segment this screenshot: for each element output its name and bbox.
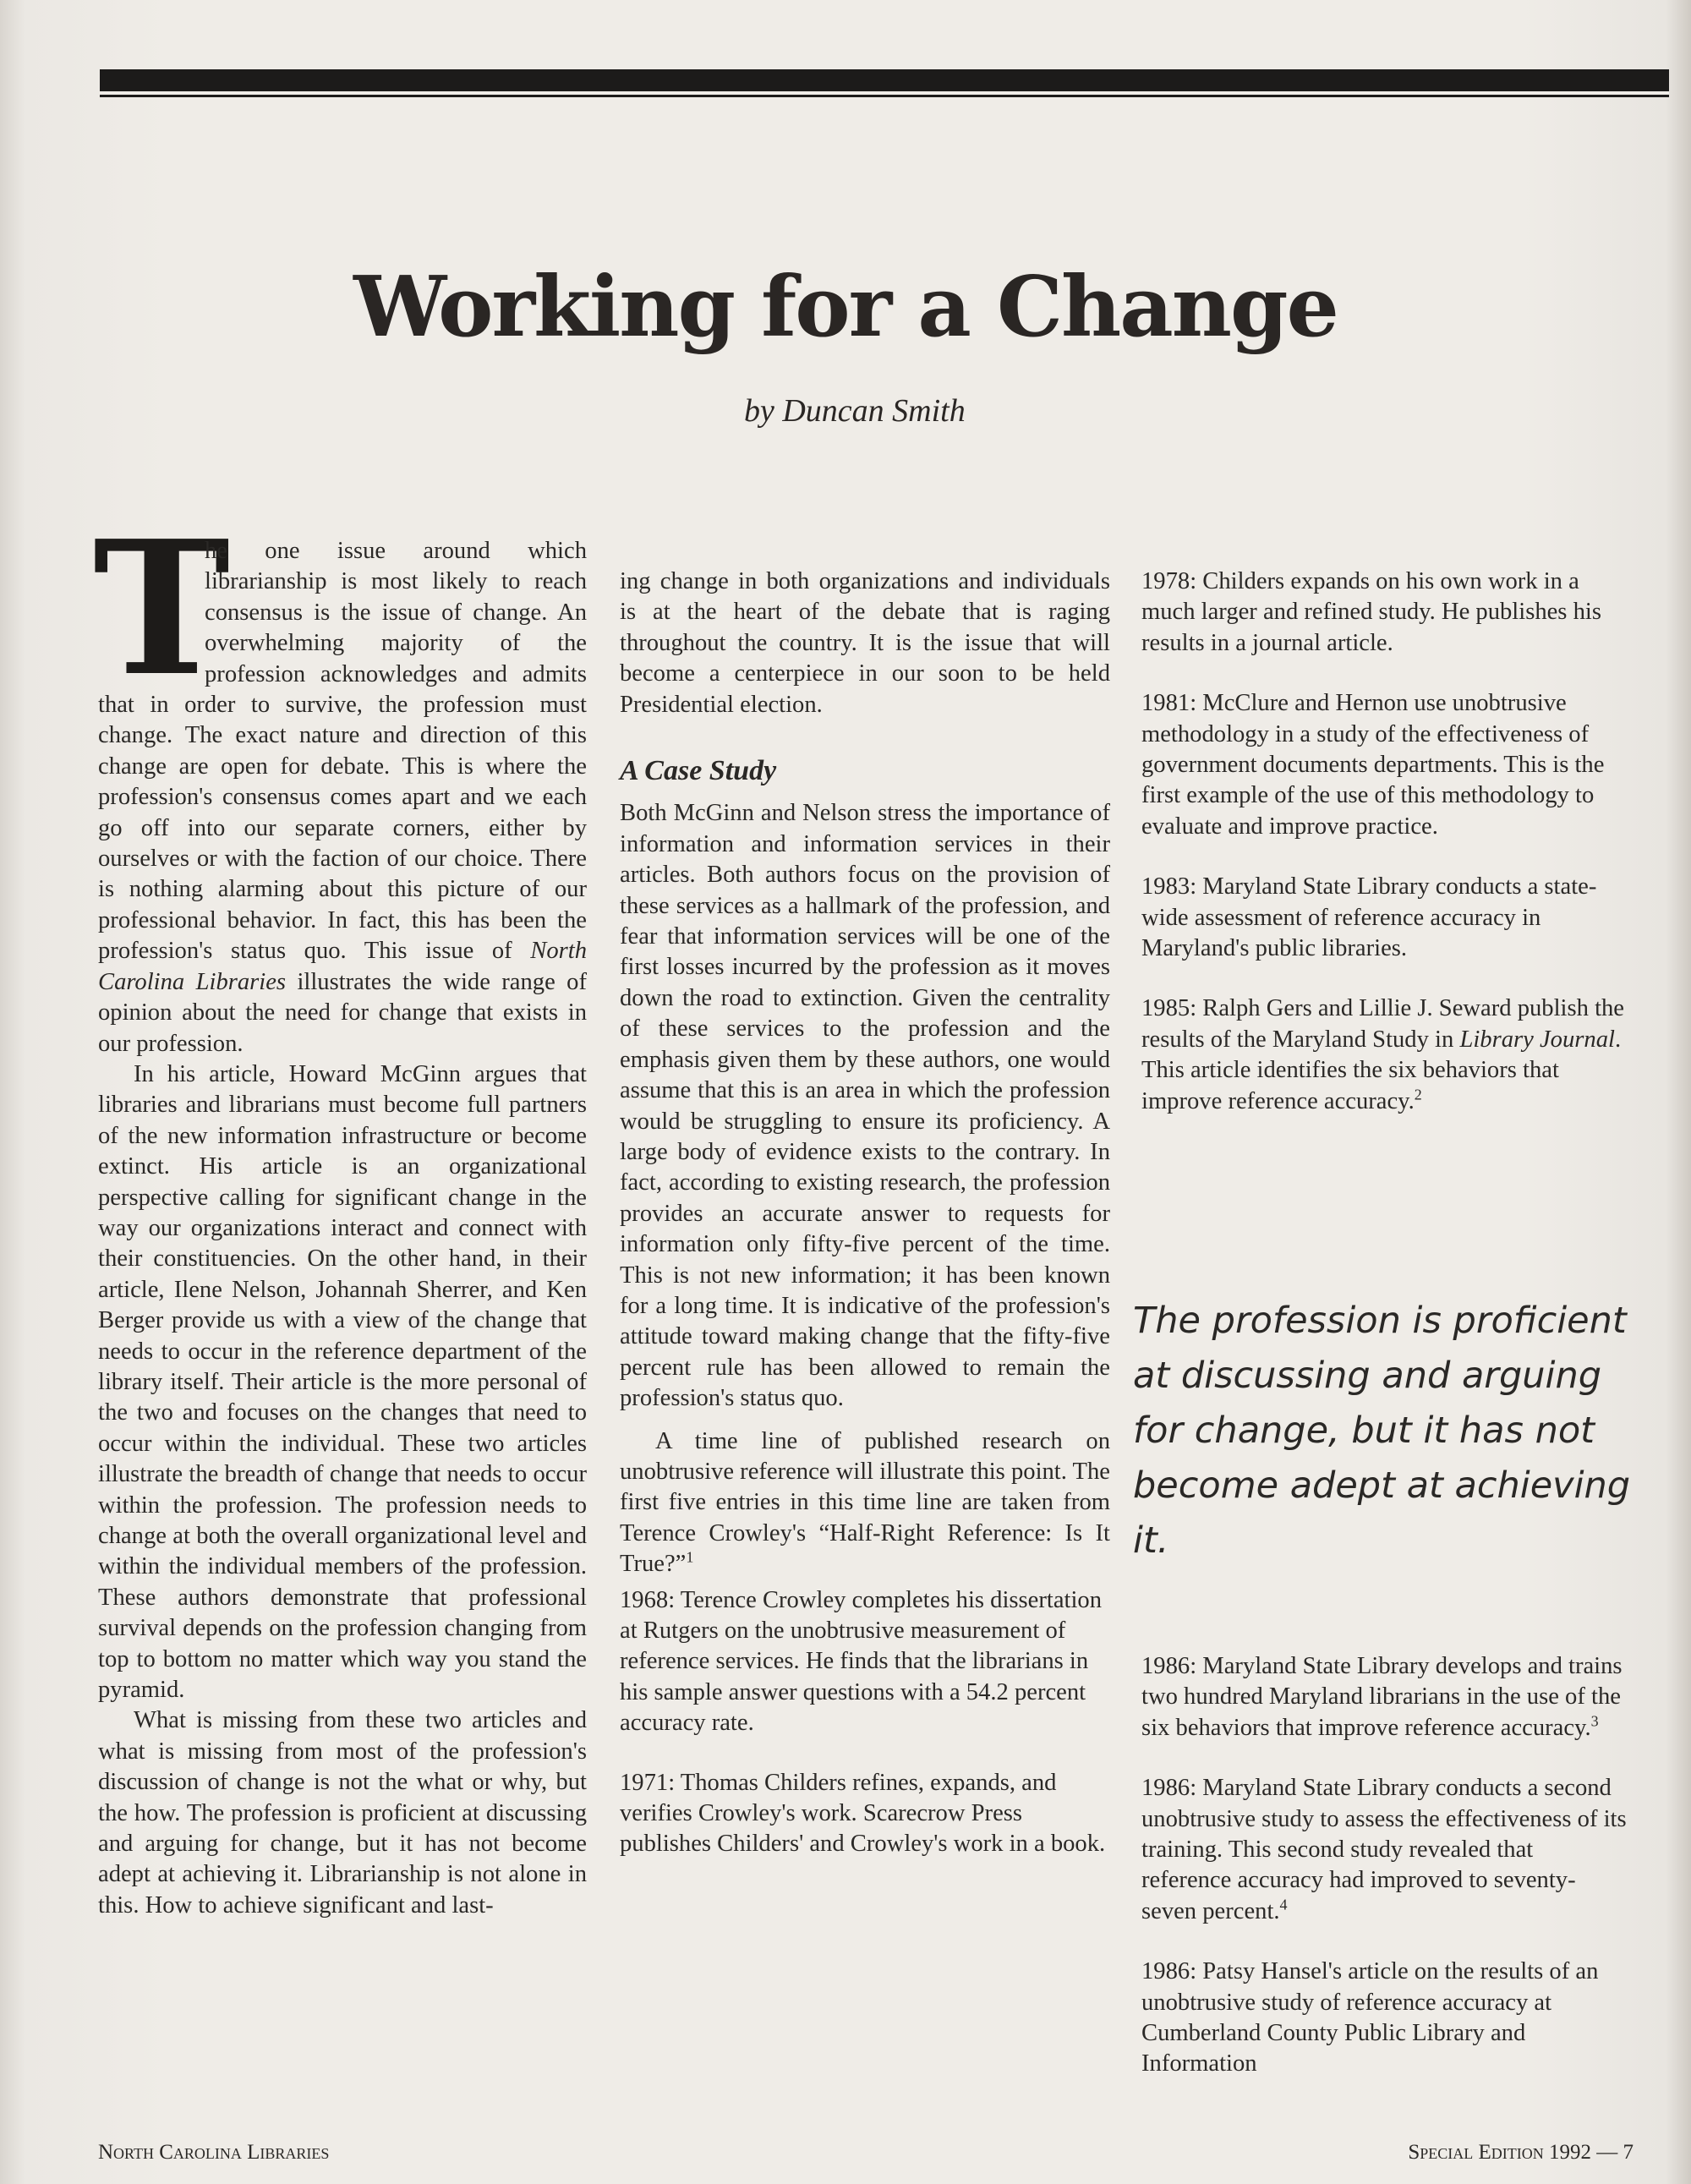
entry-text: 1986: Maryland State Library develops and trains two hundred Maryland librarians in the use of the six behaviors that improve reference accuracy. [1141, 1653, 1623, 1741]
intro-paragraph [93, 501, 587, 1059]
footnote-ref: 2 [1414, 1086, 1422, 1103]
paragraph-missing: What is missing from these two articles and what is missing from most of the profession's discussion of change is not the what or why, but the how. The profession is proficient at discussing and arguing for change, but it has not become adept at achieving it. Librarianship is not alone in this. How to achieve significant and last- [98, 1707, 587, 1919]
entry-text: 1986: Maryland State Library conducts a second unobtrusive study to assess the effectiveness of its training. This second study revealed that reference accuracy had improved to seventy-seven percent. [1141, 1775, 1627, 1924]
paragraph-mcginn: In his article, Howard McGinn argues that libraries and librarians must become full partners of the new information infrastructure or become extinct. His article is an organizational perspective calling for significant change in the way our organizations interact and connect with their constituencies. On the other hand, in their article, Ilene Nelson, Johannah Sherrer, and Ken Berger provide us with a view of the change that needs to occur in the reference department of the library itself. Their article is the more personal of the two and focuses on the changes that need to occur within the individual. These two articles illustrate the breadth of change that needs to occur within the profession. The profession needs to change at both the overall organizational level and within the individual members of the profession. These authors demonstrate that professional survival depends on the profession changing from top to bottom no matter which way you stand the pyramid. [98, 1060, 587, 1704]
timeline-entry-1986-training [1141, 1651, 1628, 1743]
timeline-intro-text: A time line of published research on unobtrusive reference will illustrate this point. The first five entries in this time line are taken from Terence Crowley's “Half-Right Reference: Is It True?” [620, 1427, 1110, 1578]
footnote-ref: 3 [1590, 1712, 1599, 1730]
journal-title: Library Journal [1459, 1026, 1615, 1053]
article-byline: by Duncan Smith [744, 393, 966, 429]
timeline-entry-1985 [1141, 993, 1628, 1117]
footer-publication: North Carolina Libraries [98, 2141, 330, 2164]
column-1 [93, 501, 587, 1921]
paragraph-case-study: Both McGinn and Nelson stress the importance of information and information services in their articles. Both authors focus on the provision of these services as a hallmark of the profession, and fear that information services will be one of the first losses incurred by the profession as it moves down the road to extinction. Given the centrality of these services to the profession and the emphasis given them by these authors, one would assume that this is an area in which the profession would be struggling to ensure its proficiency. A large body of evidence exists to the contrary. In fact, according to existing research, the profession provides an accurate answer to requests for information only fifty-five percent of the time. This is not new information; it has been known for a long time. It is indicative of the profession's attitude toward making change that the fifty-five percent rule has been allowed to remain the profession's status quo. [620, 800, 1110, 1412]
timeline-entry-1968: 1968: Terence Crowley completes his dissertation at Rutgers on the unobtrusive measurement of reference services. He finds that the librarians in his sample answer questions with a 54.2 percent accuracy rate. [620, 1586, 1103, 1737]
entry-1985-text-end: . This article identifies the six behaviors that improve reference accuracy. [1141, 1026, 1622, 1114]
paragraph-timeline-intro [620, 1426, 1110, 1580]
drop-cap: T [93, 501, 231, 717]
column-2 [620, 567, 1110, 1860]
footnote-ref: 1 [686, 1548, 694, 1566]
footnote-ref: 4 [1279, 1896, 1288, 1913]
timeline-entry-1981: 1981: McClure and Hernon use unobtrusive methodology in a study of the effectiveness of government documents departments. This is the first example of the use of this methodology to evaluate and improve practice. [1141, 690, 1605, 840]
entry-1985-text: 1985: Ralph Gers and Lillie J. Seward publish the results of the Maryland Study in [1141, 995, 1624, 1053]
section-heading: A Case Study [620, 755, 777, 787]
footer-page-number: Special Edition 1992 — 7 [1408, 2141, 1634, 2164]
timeline-entry-1986-hansel: 1986: Patsy Hansel's article on the results of an unobtrusive study of reference accuracy at Cumberland County Public Library and Information [1141, 1958, 1599, 2077]
intro-text-end: illustrates the wide range of opinion about the need for change that exists in our profession. [98, 968, 587, 1057]
pull-quote: The profession is proficient at discussing and arguing for change, but it has not become adept at achieving it. [1133, 1300, 1631, 1562]
timeline-entry-1978: 1978: Childers expands on his own work in a much larger and refined study. He publishes his results in a journal article. [1141, 568, 1601, 656]
column-3-lower [1141, 1651, 1628, 2110]
paragraph-continued: ing change in both organizations and individuals is at the heart of the debate that is raging throughout the country. It is the issue that will become a centerpiece in our soon to be held Presidential election. [620, 568, 1110, 718]
article-title: Working for a Change [353, 259, 1338, 356]
intro-text: he one issue around which librarianship is most likely to reach consensus is the issue of change. An overwhelming majority of the profession acknowledges and admits that in order to survive, the profession must change. The exact nature and direction of this change are open for debate. This is where the profession's consensus comes apart and we each go off into our separate corners, either by ourselves or with the faction of our choice. There is nothing alarming about this picture of our professional behavior. In fact, this has been the profession's status quo. This issue of [98, 538, 587, 965]
column-3 [1141, 567, 1628, 1147]
header-rule [100, 69, 1669, 91]
timeline-entry-1983: 1983: Maryland State Library conducts a state-wide assessment of reference accuracy in Maryland's public libraries. [1141, 873, 1597, 962]
timeline-entry-1986-study [1141, 1773, 1628, 1927]
timeline-entry-1971: 1971: Thomas Childers refines, expands, and verifies Crowley's work. Scarecrow Press publishes Childers' and Crowley's work in a book. [620, 1769, 1106, 1858]
journal-title: North Carolina Libraries [98, 938, 587, 995]
